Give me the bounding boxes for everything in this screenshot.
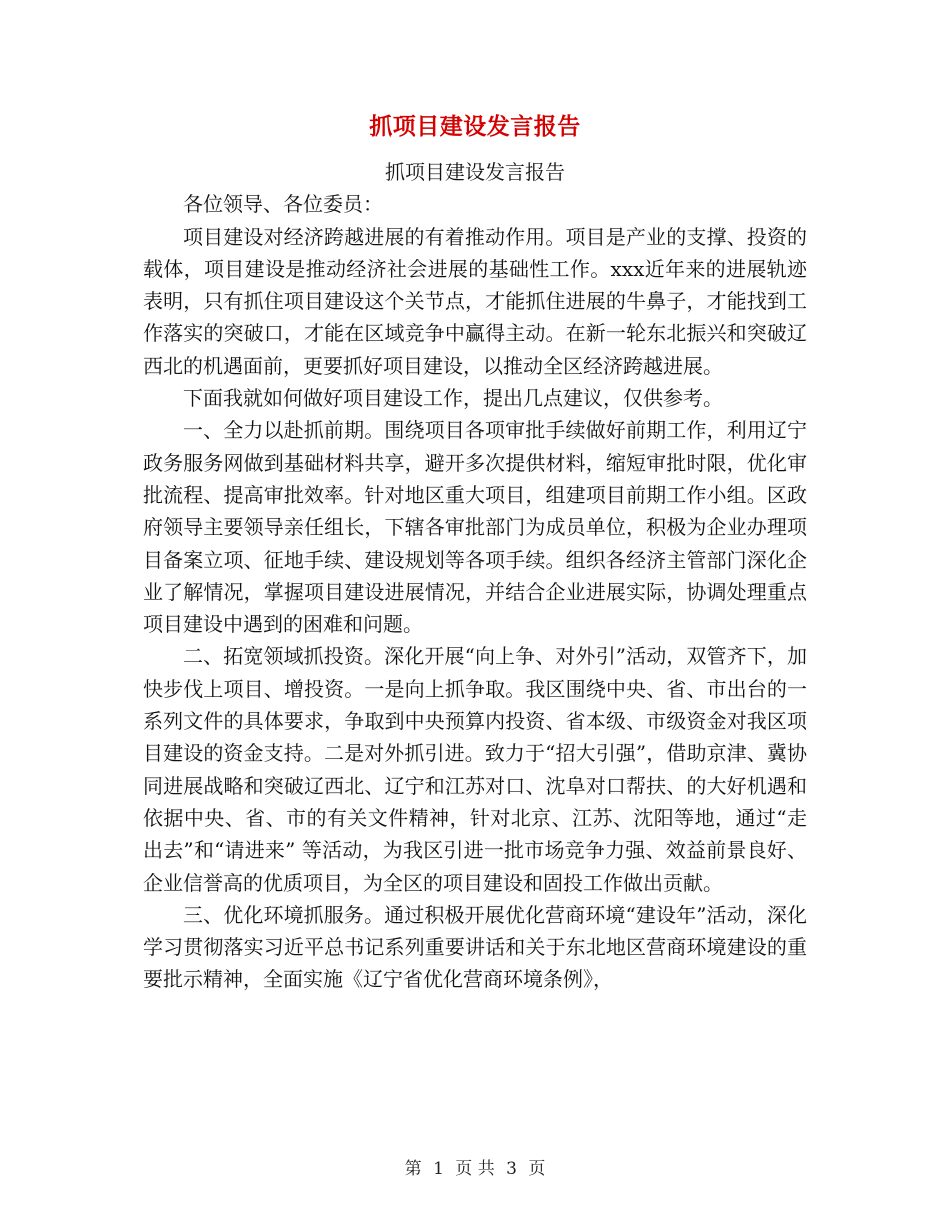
footer-middle: 页 共	[455, 1159, 495, 1179]
footer-total-pages: 3	[506, 1159, 517, 1179]
paragraph-point-one: 一、全力以赴抓前期。围绕项目各项审批手续做好前期工作，利用辽宁政务服务网做到基础材料共享，避开多次提供材料，缩短审批时限，优化审批流程、提高审批效率。针对地区重大项目，组建项目前期工作小组。区政府领导主要领导亲任组长，下辖各审批部门为成员单位，积极为企业办理项目备案立项、征地手续、建设规划等各项手续。组织各经济主管部门深化企业了解情况，掌握项目建设进展情况，并结合企业进展实际，协调处理重点项目建设中遇到的困难和问题。	[143, 418, 807, 637]
document-title: 抓项目建设发言报告	[369, 113, 581, 140]
salutation: 各位领导、各位委员：	[183, 192, 383, 217]
document-body	[143, 156, 807, 996]
footer-suffix: 页	[528, 1159, 546, 1179]
page-footer	[0, 1154, 950, 1179]
footer-page-number: 1	[433, 1159, 444, 1179]
paragraph-intro: 项目建设对经济跨越进展的有着推动作用。项目是产业的支撑、投资的载体，项目建设是推动经济社会进展的基础性工作。xxx近年来的进展轨迹表明，只有抓住项目建设这个关节点，才能抓住进展的牛鼻子，才能找到工作落实的突破口，才能在区域竞争中赢得主动。在新一轮东北振兴和突破辽西北的机遇面前，更要抓好项目建设，以推动全区经济跨越进展。	[143, 224, 807, 378]
footer-prefix: 第	[404, 1159, 422, 1179]
paragraph-point-three: 三、优化环境抓服务。通过积极开展优化营商环境“建设年”活动，深化学习贯彻落实习近平总书记系列重要讲话和关于东北地区营商环境建设的重要批示精神，全面实施《辽宁省优化营商环境条例》，	[143, 902, 807, 992]
document-subtitle: 抓项目建设发言报告	[385, 160, 565, 184]
paragraph-suggestions: 下面我就如何做好项目建设工作，提出几点建议，仅供参考。	[183, 386, 723, 411]
paragraph-point-two: 二、拓宽领域抓投资。深化开展“向上争、对外引”活动，双管齐下，加快步伐上项目、增投资。一是向上抓争取。我区围绕中央、省、市出台的一系列文件的具体要求，争取到中央预算内投资、省本级、市级资金对我区项目建设的资金支持。二是对外抓引进。致力于“招大引强”，借助京津、冀协同进展战略和突破辽西北、辽宁和江苏对口、沈阜对口帮扶、的大好机遇和依据中央、省、市的有关文件精神，针对北京、江苏、沈阳等地，通过“走出去”和“请进来” 等活动，为我区引进一批市场竞争力强、效益前景良好、企业信誉高的优质项目，为全区的项目建设和固投工作做出贡献。	[143, 644, 807, 895]
